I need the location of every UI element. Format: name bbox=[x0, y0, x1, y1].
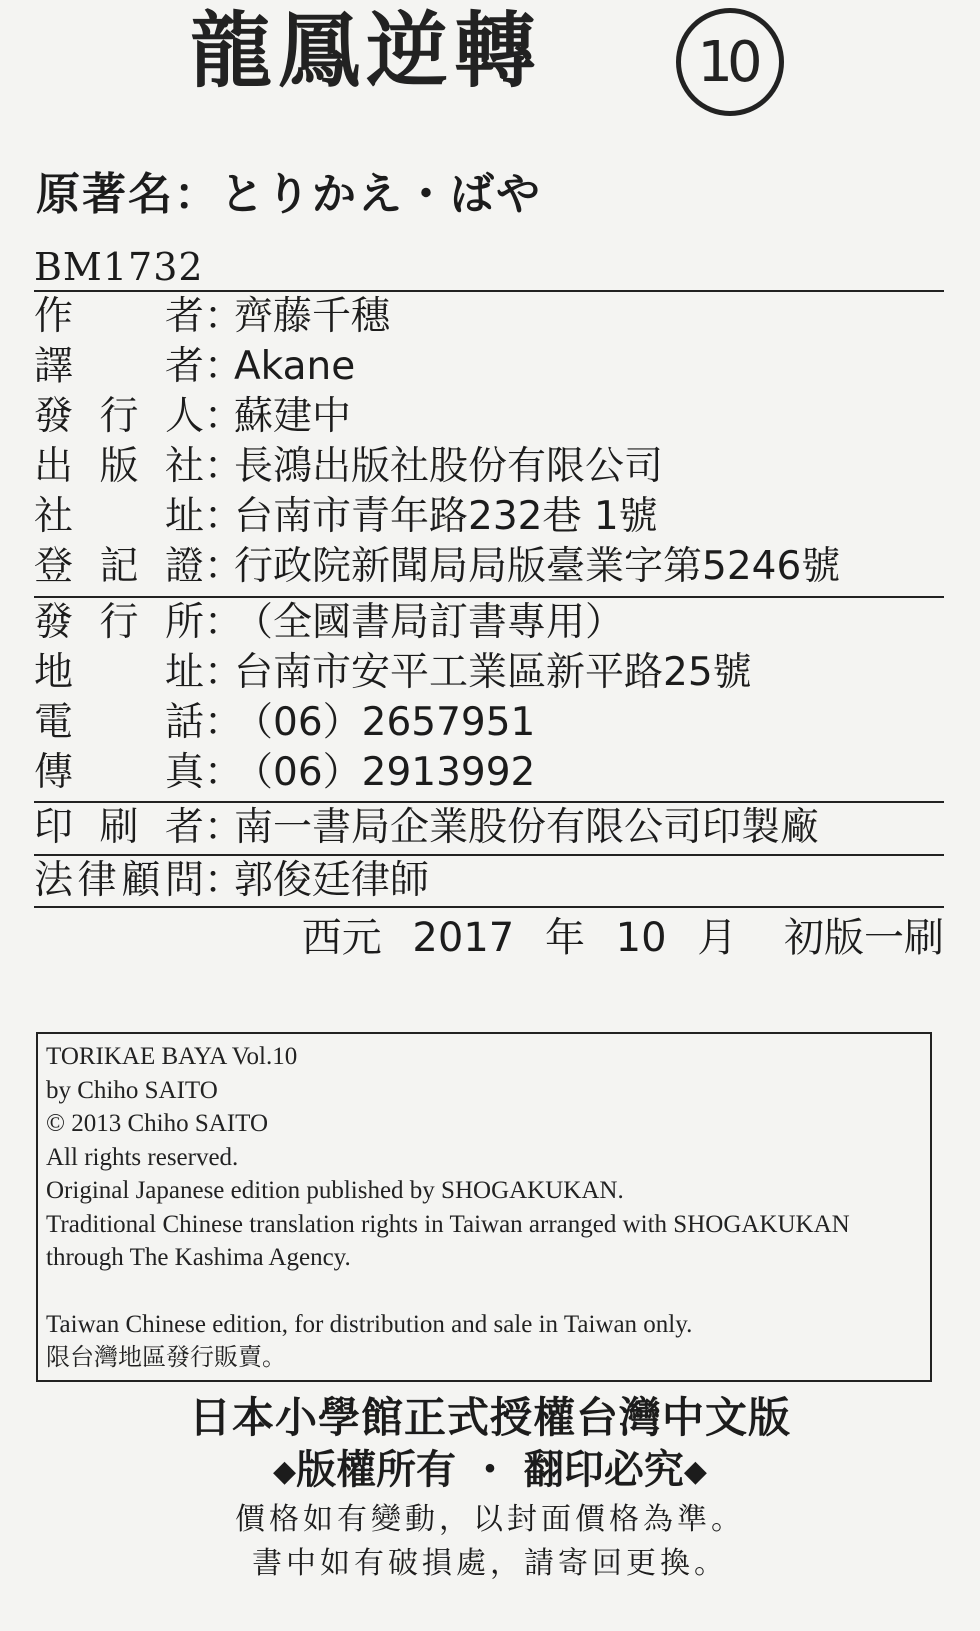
label-char: 出 bbox=[34, 444, 74, 489]
label-char: 印 bbox=[34, 805, 74, 850]
distribution-note-zh: 限台灣地區發行販賣。 bbox=[46, 1343, 286, 1371]
label-char: 刷 bbox=[99, 805, 139, 850]
distribution-row bbox=[34, 598, 944, 648]
original-title: 原著名：とりかえ・ばや bbox=[36, 169, 542, 220]
credit-row bbox=[34, 292, 944, 342]
label-char: 律 bbox=[77, 858, 117, 903]
label-char: 電 bbox=[34, 700, 74, 745]
license-statement: 日本小學館正式授權台灣中文版 bbox=[188, 1393, 791, 1442]
copyright-line: Traditional Chinese translation rights in Taiwan arranged with SHOGAKUKAN bbox=[46, 1210, 850, 1238]
credit-row bbox=[34, 492, 944, 542]
field-value: 長鴻出版社股份有限公司 bbox=[234, 444, 664, 489]
title-area bbox=[0, 0, 980, 140]
label-char: 顧 bbox=[121, 858, 161, 903]
spacer bbox=[46, 1275, 922, 1308]
copyright-line: through The Kashima Agency. bbox=[46, 1244, 351, 1271]
colon-separator: ： bbox=[204, 600, 244, 645]
field-value: （全國書局訂書專用） bbox=[234, 600, 625, 645]
legal-row bbox=[34, 856, 944, 906]
field-label bbox=[34, 492, 204, 542]
field-label bbox=[34, 648, 204, 698]
date-year: 2017 bbox=[412, 915, 515, 961]
colon-separator: ： bbox=[204, 394, 244, 439]
credits-section bbox=[34, 292, 944, 592]
distribution-row bbox=[34, 648, 944, 698]
field-value: 台南市青年路232巷 1號 bbox=[234, 494, 658, 539]
copyright-line: by Chiho SAITO bbox=[46, 1076, 218, 1104]
damage-note: 書中如有破損處，請寄回更換。 bbox=[252, 1546, 728, 1581]
label-char: 作 bbox=[34, 294, 74, 339]
label-char: 社 bbox=[34, 494, 74, 539]
field-value: 台南市安平工業區新平路25號 bbox=[234, 650, 752, 695]
credit-row bbox=[34, 442, 944, 492]
field-label bbox=[34, 803, 204, 853]
label-char: 版 bbox=[99, 444, 139, 489]
field-label bbox=[34, 542, 204, 592]
field-label bbox=[34, 698, 204, 748]
label-char: 者 bbox=[164, 344, 204, 389]
field-value: 蘇建中 bbox=[234, 394, 352, 439]
label-char: 法 bbox=[34, 858, 74, 903]
label-char: 話 bbox=[164, 700, 204, 745]
field-label bbox=[34, 292, 204, 342]
colon-separator: ： bbox=[204, 700, 244, 745]
label-char: 人 bbox=[164, 394, 204, 439]
label-char: 真 bbox=[164, 750, 204, 795]
label-char: 行 bbox=[99, 600, 139, 645]
date-month: 10 bbox=[615, 915, 667, 961]
field-value: 南一書局企業股份有限公司印製廠 bbox=[234, 805, 820, 850]
colon-separator: ： bbox=[204, 805, 244, 850]
date-year-unit: 年 bbox=[544, 915, 585, 961]
diamond-icon: ◆ bbox=[272, 1454, 297, 1489]
label-char: 社 bbox=[164, 444, 204, 489]
colon-separator: ： bbox=[204, 544, 244, 589]
field-value: （06）2913992 bbox=[234, 750, 536, 795]
label-char: 譯 bbox=[34, 344, 74, 389]
field-label bbox=[34, 856, 204, 906]
copyright-notice bbox=[36, 1032, 932, 1382]
label-char: 問 bbox=[164, 858, 204, 903]
product-code: BM1732 bbox=[34, 245, 204, 289]
colon-separator: ： bbox=[204, 444, 244, 489]
credit-row bbox=[34, 542, 944, 592]
colon-separator: ： bbox=[204, 344, 244, 389]
copyright-line: All rights reserved. bbox=[46, 1143, 239, 1171]
copyright-line: Original Japanese edition published by SHOGAKUKAN. bbox=[46, 1177, 624, 1204]
field-value: 齊藤千穗 bbox=[234, 294, 391, 339]
book-title: 龍鳳逆轉 bbox=[190, 4, 543, 99]
field-value: Akane bbox=[234, 344, 356, 389]
credit-row bbox=[34, 392, 944, 442]
label-char: 者 bbox=[164, 294, 204, 339]
copyright-line: © 2013 Chiho SAITO bbox=[46, 1110, 269, 1137]
colon-separator: ： bbox=[204, 858, 244, 903]
price-note: 價格如有變動，以封面價格為準。 bbox=[235, 1502, 745, 1537]
colon-separator: ： bbox=[204, 650, 244, 695]
field-value: （06）2657951 bbox=[234, 700, 536, 745]
field-label bbox=[34, 342, 204, 392]
label-char: 發 bbox=[34, 394, 74, 439]
field-label bbox=[34, 442, 204, 492]
label-char: 證 bbox=[164, 544, 204, 589]
label-char: 發 bbox=[34, 600, 74, 645]
date-era: 西元 bbox=[301, 915, 382, 961]
field-label bbox=[34, 392, 204, 442]
colon-separator: ： bbox=[204, 294, 244, 339]
label-char: 登 bbox=[34, 544, 74, 589]
label-char: 行 bbox=[99, 394, 139, 439]
field-value: 郭俊廷律師 bbox=[234, 858, 430, 903]
field-label bbox=[34, 598, 204, 648]
publication-date bbox=[284, 912, 944, 964]
volume-number-badge: 10 bbox=[676, 8, 784, 116]
legal-section bbox=[34, 856, 944, 906]
distribution-section bbox=[34, 598, 944, 798]
printer-row bbox=[34, 803, 944, 853]
edition: 初版一刷 bbox=[784, 915, 944, 961]
label-char: 地 bbox=[34, 650, 74, 695]
label-char: 址 bbox=[164, 494, 204, 539]
distribution-row bbox=[34, 748, 944, 798]
rights-statement bbox=[0, 1444, 980, 1498]
printer-section bbox=[34, 803, 944, 853]
diamond-icon: ◆ bbox=[683, 1454, 707, 1489]
divider bbox=[34, 906, 944, 908]
colon-separator: ： bbox=[204, 494, 244, 539]
field-value: 行政院新聞局局版臺業字第5246號 bbox=[234, 544, 841, 589]
copyright-line: TORIKAE BAYA Vol.10 bbox=[46, 1043, 298, 1070]
label-char: 所 bbox=[164, 600, 204, 645]
rights-text: 版權所有 ・ 翻印必究 bbox=[296, 1447, 684, 1493]
label-char: 傳 bbox=[34, 750, 74, 795]
distribution-row bbox=[34, 698, 944, 748]
field-label bbox=[34, 748, 204, 798]
date-month-unit: 月 bbox=[697, 915, 738, 961]
label-char: 址 bbox=[164, 650, 204, 695]
credit-row bbox=[34, 342, 944, 392]
label-char: 者 bbox=[164, 805, 204, 850]
colon-separator: ： bbox=[204, 750, 244, 795]
label-char: 記 bbox=[99, 544, 139, 589]
distribution-note: Taiwan Chinese edition, for distribution and sale in Taiwan only. bbox=[46, 1310, 693, 1338]
